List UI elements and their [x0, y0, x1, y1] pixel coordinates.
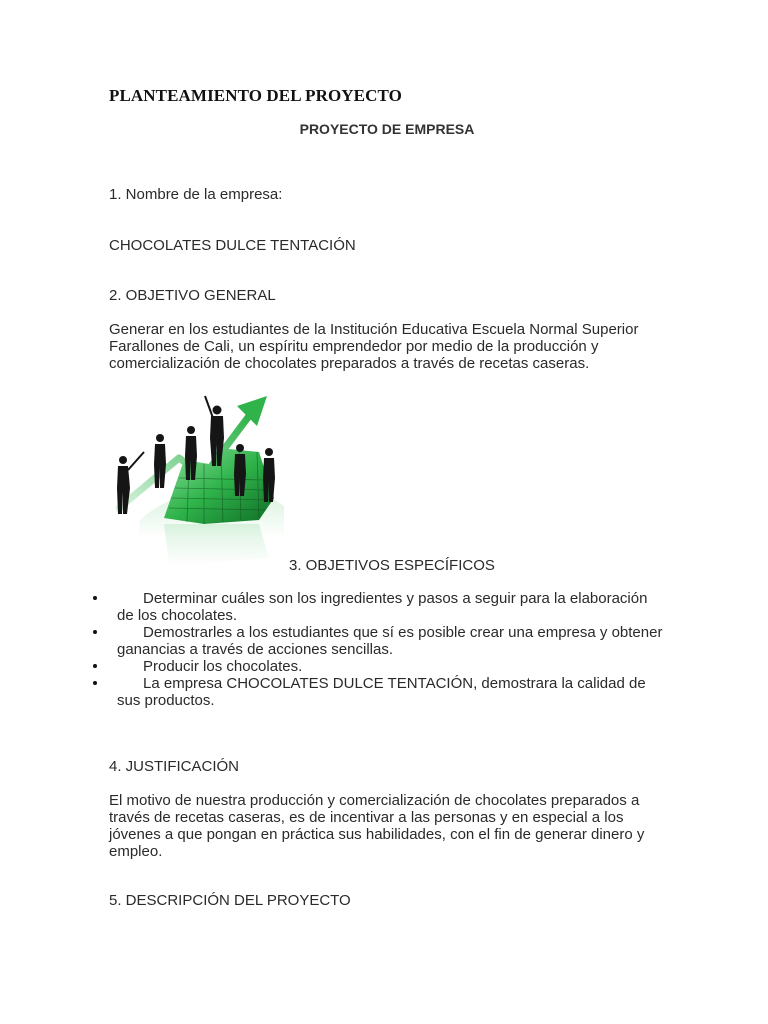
company-name: CHOCOLATES DULCE TENTACIÓN: [109, 237, 356, 254]
list-item-text: Determinar cuáles son los ingredientes y pasos a seguir para la elaboración de los chocolates.: [117, 590, 648, 624]
list-item-text: Producir los chocolates.: [143, 658, 303, 675]
general-objective-text: Generar en los estudiantes de la Institución Educativa Escuela Normal Superior Farallones de Cali, un espíritu emprendedor por medio de la producción y comercialización de chocolates preparados a través de recetas caseras.: [109, 321, 639, 372]
justification-text: El motivo de nuestra producción y comercialización de chocolates preparados a través de recetas caseras, es de incentivar a las personas y en especial a los jóvenes a que pongan en práctica sus habilidades, con el fin de generar dinero y empleo.: [109, 792, 645, 860]
document-title: PLANTEAMIENTO DEL PROYECTO: [109, 86, 402, 105]
list-item: [88, 624, 668, 658]
list-item: [88, 675, 668, 709]
section-4-heading: 4. JUSTIFICACIÓN: [109, 758, 240, 775]
section-3-heading: 3. OBJETIVOS ESPECÍFICOS: [289, 557, 495, 574]
bullet-icon: [93, 664, 97, 668]
business-growth-illustration-icon: [109, 388, 289, 570]
section-1-heading: 1. Nombre de la empresa:: [109, 186, 283, 203]
list-item: [88, 590, 668, 624]
specific-objectives-list: [88, 590, 668, 709]
list-item: [88, 658, 668, 675]
section-2-heading: 2. OBJETIVO GENERAL: [109, 287, 276, 304]
section-5-heading: 5. DESCRIPCIÓN DEL PROYECTO: [109, 892, 351, 909]
business-growth-image: [109, 388, 289, 570]
list-item-text: Demostrarles a los estudiantes que sí es posible crear una empresa y obtener ganancias a través de acciones sencillas.: [117, 624, 663, 658]
document-subtitle: PROYECTO DE EMPRESA: [299, 121, 475, 137]
bullet-icon: [93, 630, 97, 634]
bullet-icon: [93, 681, 97, 685]
bullet-icon: [93, 596, 97, 600]
list-item-text: La empresa CHOCOLATES DULCE TENTACIÓN, demostrara la calidad de sus productos.: [117, 675, 646, 709]
